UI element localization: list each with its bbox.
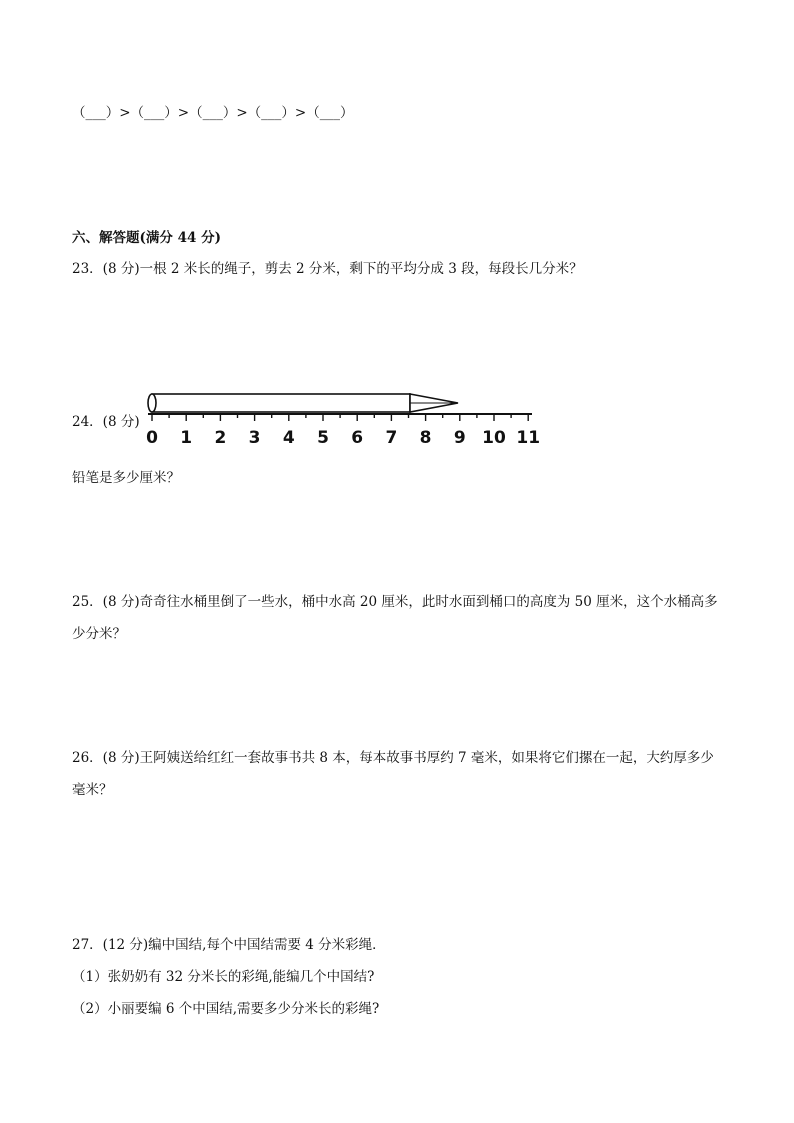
ruler-labels xyxy=(146,428,540,446)
pencil xyxy=(148,394,458,412)
ruler-label: 0 xyxy=(146,428,158,446)
ruler-label: 7 xyxy=(385,428,398,446)
question-24-ask: 铅笔是多少厘米？ xyxy=(72,470,180,486)
ruler-label: 8 xyxy=(419,428,432,446)
question-27-sub1: （1）张奶奶有 32 分米长的彩绳,能编几个中国结? xyxy=(72,969,375,985)
pencil-ruler-svg xyxy=(140,384,540,446)
ruler-label: 9 xyxy=(453,428,466,446)
question-25-line1: 25．(8 分)奇奇往水桶里倒了一些水，桶中水高 20 厘米，此时水面到桶口的高度为 50 厘米，这个水桶高多 xyxy=(72,594,718,610)
section-title: 六、解答题(满分 44 分) xyxy=(72,230,221,246)
question-25-line2: 少分米？ xyxy=(72,626,126,642)
question-27-line1: 27．(12 分)编中国结,每个中国结需要 4 分米彩绳． xyxy=(72,937,386,953)
ruler-ticks xyxy=(152,414,528,421)
ruler-label: 5 xyxy=(317,428,329,446)
comparison-blanks: （___）>（___）>（___）>（___）>（___） xyxy=(72,105,354,121)
ruler-label: 4 xyxy=(282,428,295,446)
ruler-label: 11 xyxy=(516,428,540,446)
question-26-line2: 毫米？ xyxy=(72,782,113,798)
ruler-label: 2 xyxy=(214,428,227,446)
question-24-number: 24．(8 分) xyxy=(72,414,140,430)
question-26-line1: 26．(8 分)王阿姨送给红红一套故事书共 8 本，每本故事书厚约 7 毫米，如果将它们摞在一起，大约厚多少 xyxy=(72,750,714,766)
pencil-body xyxy=(152,394,410,412)
ruler-label: 3 xyxy=(248,428,261,446)
ruler-label: 10 xyxy=(482,428,506,446)
question-23: 23．(8 分)一根 2 米长的绳子，剪去 2 分米，剩下的平均分成 3 段，每段长几分米？ xyxy=(72,261,583,277)
pencil-end xyxy=(148,394,156,412)
question-27-sub2: （2）小丽要编 6 个中国结,需要多少分米长的彩绳? xyxy=(72,1001,380,1017)
ruler-label: 6 xyxy=(351,428,364,446)
pencil-ruler-figure xyxy=(140,384,540,446)
ruler-label: 1 xyxy=(180,428,193,446)
